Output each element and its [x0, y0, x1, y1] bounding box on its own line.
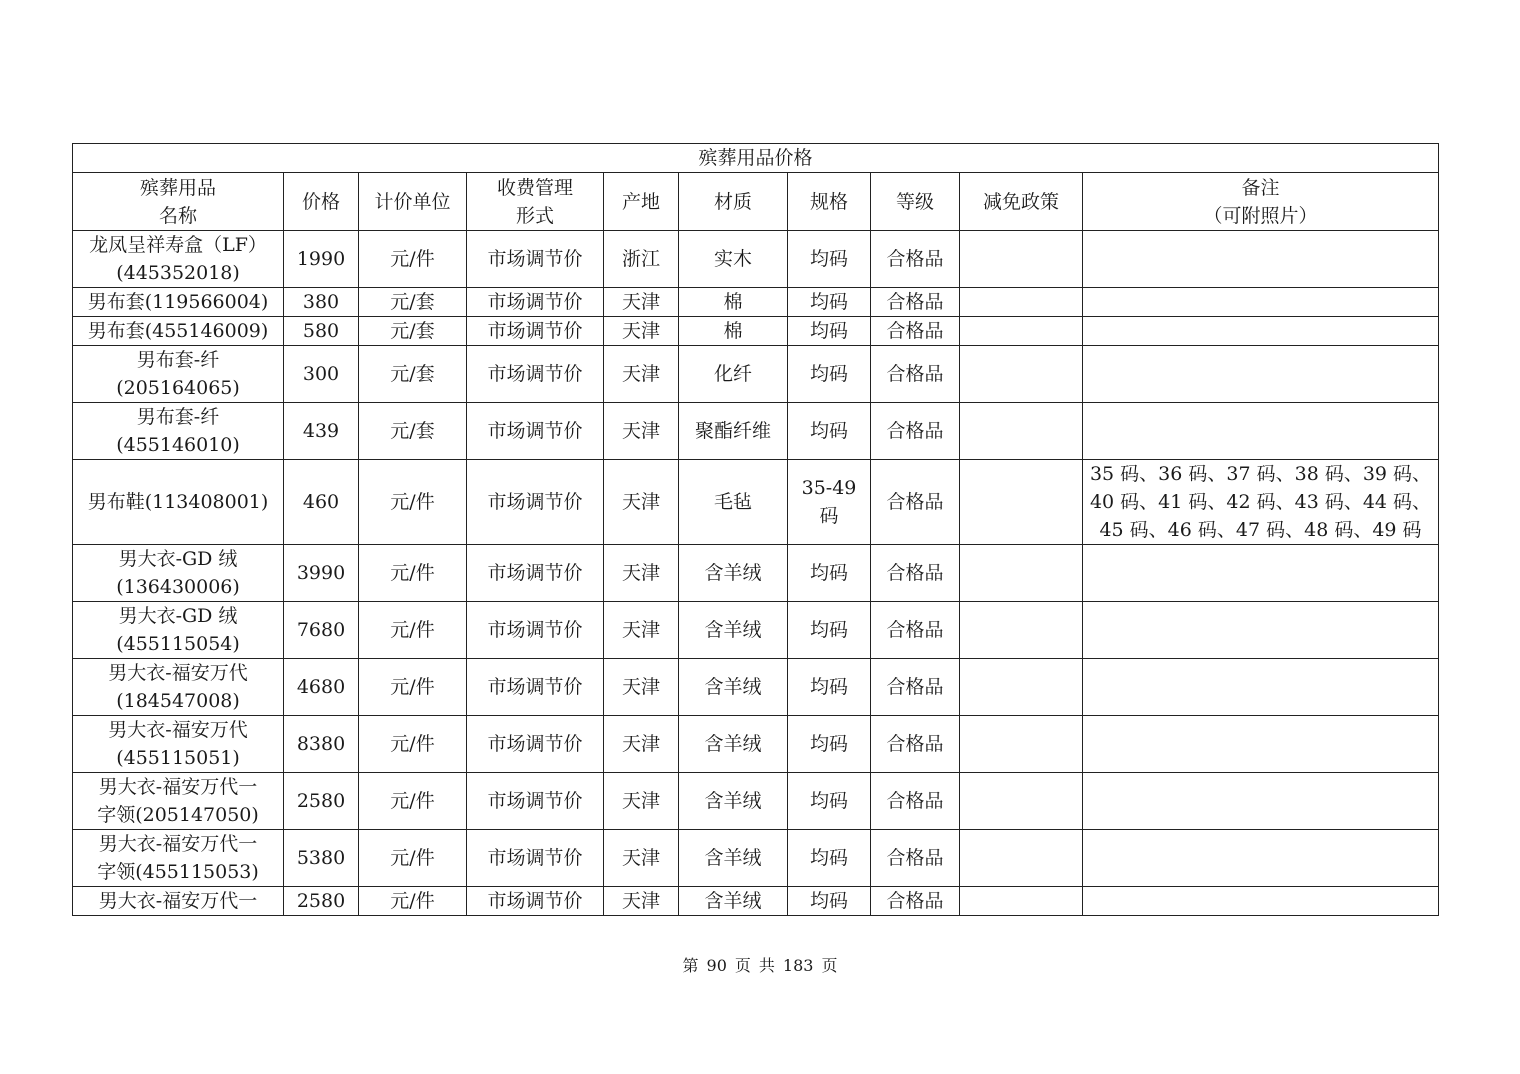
cell-relief [960, 403, 1083, 460]
cell-material: 含羊绒 [679, 545, 788, 602]
col-header-material: 材质 [679, 173, 788, 231]
cell-grade: 合格品 [871, 602, 960, 659]
cell-size: 均码 [788, 545, 871, 602]
col-header-grade: 等级 [871, 173, 960, 231]
cell-fee-type: 市场调节价 [467, 602, 604, 659]
cell-unit: 元/件 [359, 773, 467, 830]
col-header-notes: 备注 （可附照片） [1083, 173, 1439, 231]
cell-price: 5380 [284, 830, 359, 887]
cell-origin: 浙江 [604, 231, 679, 288]
footer-prefix: 第 [682, 956, 699, 975]
cell-relief [960, 317, 1083, 346]
table-row [73, 231, 1439, 288]
cell-origin: 天津 [604, 602, 679, 659]
cell-name: 男布套-纤 (455146010) [73, 403, 284, 460]
cell-name: 男大衣-福安万代 (184547008) [73, 659, 284, 716]
cell-unit: 元/件 [359, 545, 467, 602]
cell-notes [1083, 545, 1439, 602]
table-row [73, 545, 1439, 602]
cell-grade: 合格品 [871, 231, 960, 288]
page-footer [0, 953, 1520, 976]
cell-relief [960, 231, 1083, 288]
cell-size: 均码 [788, 659, 871, 716]
cell-material: 含羊绒 [679, 659, 788, 716]
cell-name: 龙凤呈祥寿盒（LF） (445352018) [73, 231, 284, 288]
cell-material: 含羊绒 [679, 602, 788, 659]
table-row [73, 460, 1439, 545]
cell-origin: 天津 [604, 317, 679, 346]
cell-size: 均码 [788, 716, 871, 773]
cell-price: 3990 [284, 545, 359, 602]
footer-suffix: 页 [821, 956, 838, 975]
table-body [73, 231, 1439, 916]
table-row [73, 346, 1439, 403]
cell-unit: 元/件 [359, 231, 467, 288]
cell-unit: 元/套 [359, 346, 467, 403]
cell-origin: 天津 [604, 545, 679, 602]
table-row [73, 716, 1439, 773]
cell-grade: 合格品 [871, 716, 960, 773]
cell-origin: 天津 [604, 460, 679, 545]
cell-unit: 元/套 [359, 403, 467, 460]
total-page-number: 183 [782, 956, 814, 975]
cell-grade: 合格品 [871, 460, 960, 545]
cell-origin: 天津 [604, 403, 679, 460]
col-header-size: 规格 [788, 173, 871, 231]
cell-size: 均码 [788, 231, 871, 288]
table-row [73, 317, 1439, 346]
col-header-name: 殡葬用品 名称 [73, 173, 284, 231]
cell-fee-type: 市场调节价 [467, 887, 604, 916]
cell-unit: 元/件 [359, 460, 467, 545]
cell-origin: 天津 [604, 346, 679, 403]
cell-size: 均码 [788, 887, 871, 916]
cell-price: 7680 [284, 602, 359, 659]
current-page-number: 90 [706, 956, 727, 975]
cell-relief [960, 773, 1083, 830]
header-row [73, 173, 1439, 231]
cell-size: 均码 [788, 403, 871, 460]
cell-fee-type: 市场调节价 [467, 659, 604, 716]
cell-material: 含羊绒 [679, 830, 788, 887]
table-title: 殡葬用品价格 [73, 144, 1439, 173]
cell-unit: 元/件 [359, 602, 467, 659]
cell-material: 实木 [679, 231, 788, 288]
cell-price: 580 [284, 317, 359, 346]
cell-material: 聚酯纤维 [679, 403, 788, 460]
cell-price: 2580 [284, 773, 359, 830]
cell-relief [960, 887, 1083, 916]
cell-name: 男大衣-福安万代一 [73, 887, 284, 916]
cell-size: 均码 [788, 602, 871, 659]
cell-origin: 天津 [604, 716, 679, 773]
col-header-fee-type: 收费管理 形式 [467, 173, 604, 231]
cell-fee-type: 市场调节价 [467, 830, 604, 887]
cell-unit: 元/套 [359, 317, 467, 346]
cell-material: 毛毡 [679, 460, 788, 545]
cell-material: 化纤 [679, 346, 788, 403]
cell-price: 439 [284, 403, 359, 460]
cell-grade: 合格品 [871, 346, 960, 403]
cell-relief [960, 545, 1083, 602]
cell-name: 男布鞋(113408001) [73, 460, 284, 545]
cell-relief [960, 346, 1083, 403]
cell-notes [1083, 659, 1439, 716]
cell-relief [960, 602, 1083, 659]
cell-grade: 合格品 [871, 659, 960, 716]
cell-price: 4680 [284, 659, 359, 716]
cell-relief [960, 830, 1083, 887]
cell-grade: 合格品 [871, 317, 960, 346]
cell-size: 均码 [788, 830, 871, 887]
cell-price: 1990 [284, 231, 359, 288]
cell-fee-type: 市场调节价 [467, 346, 604, 403]
cell-relief [960, 659, 1083, 716]
cell-name: 男布套(455146009) [73, 317, 284, 346]
cell-unit: 元/件 [359, 887, 467, 916]
table-row [73, 403, 1439, 460]
cell-unit: 元/件 [359, 716, 467, 773]
cell-fee-type: 市场调节价 [467, 231, 604, 288]
cell-notes [1083, 403, 1439, 460]
cell-name: 男大衣-福安万代一 字领(205147050) [73, 773, 284, 830]
cell-size: 均码 [788, 346, 871, 403]
cell-size: 均码 [788, 773, 871, 830]
col-header-price: 价格 [284, 173, 359, 231]
cell-price: 8380 [284, 716, 359, 773]
cell-grade: 合格品 [871, 773, 960, 830]
cell-notes [1083, 231, 1439, 288]
cell-grade: 合格品 [871, 288, 960, 317]
cell-origin: 天津 [604, 773, 679, 830]
cell-relief [960, 288, 1083, 317]
footer-total-word: 共 [758, 956, 775, 975]
cell-name: 男大衣-GD 绒 (455115054) [73, 602, 284, 659]
cell-size: 35-49 码 [788, 460, 871, 545]
cell-origin: 天津 [604, 659, 679, 716]
cell-name: 男布套-纤 (205164065) [73, 346, 284, 403]
cell-notes [1083, 887, 1439, 916]
cell-origin: 天津 [604, 830, 679, 887]
cell-material: 含羊绒 [679, 773, 788, 830]
cell-fee-type: 市场调节价 [467, 545, 604, 602]
cell-material: 棉 [679, 317, 788, 346]
cell-grade: 合格品 [871, 545, 960, 602]
cell-unit: 元/件 [359, 830, 467, 887]
price-table [72, 143, 1439, 916]
table-row [73, 602, 1439, 659]
cell-fee-type: 市场调节价 [467, 773, 604, 830]
cell-name: 男大衣-GD 绒 (136430006) [73, 545, 284, 602]
cell-notes [1083, 288, 1439, 317]
cell-size: 均码 [788, 288, 871, 317]
cell-fee-type: 市场调节价 [467, 460, 604, 545]
cell-notes: 35 码、36 码、37 码、38 码、39 码、 40 码、41 码、42 码、43 码、44 码、 45 码、46 码、47 码、48 码、49 码 [1083, 460, 1439, 545]
cell-fee-type: 市场调节价 [467, 716, 604, 773]
cell-relief [960, 460, 1083, 545]
cell-price: 380 [284, 288, 359, 317]
cell-notes [1083, 773, 1439, 830]
cell-unit: 元/件 [359, 659, 467, 716]
cell-name: 男布套(119566004) [73, 288, 284, 317]
footer-page-word: 页 [734, 956, 751, 975]
table-row [73, 773, 1439, 830]
cell-name: 男大衣-福安万代 (455115051) [73, 716, 284, 773]
cell-notes [1083, 716, 1439, 773]
cell-unit: 元/套 [359, 288, 467, 317]
table-row [73, 830, 1439, 887]
col-header-relief: 减免政策 [960, 173, 1083, 231]
col-header-origin: 产地 [604, 173, 679, 231]
cell-origin: 天津 [604, 288, 679, 317]
cell-fee-type: 市场调节价 [467, 403, 604, 460]
cell-fee-type: 市场调节价 [467, 288, 604, 317]
cell-notes [1083, 602, 1439, 659]
cell-price: 460 [284, 460, 359, 545]
cell-fee-type: 市场调节价 [467, 317, 604, 346]
cell-origin: 天津 [604, 887, 679, 916]
table-row [73, 659, 1439, 716]
cell-notes [1083, 317, 1439, 346]
cell-material: 棉 [679, 288, 788, 317]
cell-material: 含羊绒 [679, 887, 788, 916]
cell-grade: 合格品 [871, 830, 960, 887]
cell-grade: 合格品 [871, 887, 960, 916]
cell-price: 300 [284, 346, 359, 403]
cell-price: 2580 [284, 887, 359, 916]
cell-name: 男大衣-福安万代一 字领(455115053) [73, 830, 284, 887]
cell-relief [960, 716, 1083, 773]
col-header-unit: 计价单位 [359, 173, 467, 231]
cell-size: 均码 [788, 317, 871, 346]
cell-material: 含羊绒 [679, 716, 788, 773]
cell-grade: 合格品 [871, 403, 960, 460]
cell-notes [1083, 346, 1439, 403]
cell-notes [1083, 830, 1439, 887]
table-row [73, 887, 1439, 916]
table-row [73, 288, 1439, 317]
